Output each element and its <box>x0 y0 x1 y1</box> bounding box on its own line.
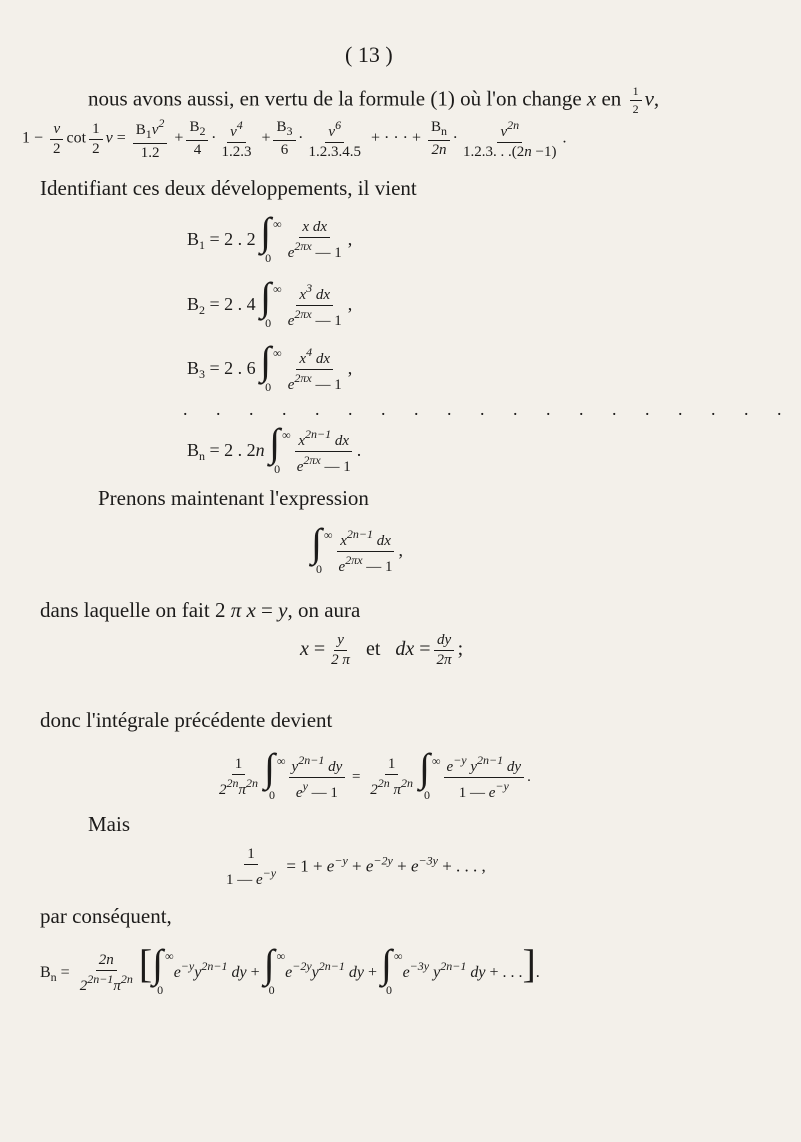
equation-substitution: x = $\frac{y}{2 \pi}$ et dx = $\frac{dy}{2\pi}$ ; <box>300 632 464 668</box>
equation-cot-expansion: 1 − $\frac{v}{2}$ cot $\frac{1}{2}$ v = $\frac{B_1v^2}{1.2}$ + $\frac{B_2}{4}$ · $\frac{v^4}{1.2.3}$ + $\frac{B_3}{6}$ · $\frac{v^6}{1.2.3.4.5}$ + · · · + $\frac{B_n}{2n}$ · $\frac{v^{2n}}{1.2.3. . .(2n -1)}$ . <box>22 116 567 161</box>
paragraph-3: Prenons maintenant l'expression <box>98 486 369 510</box>
equation-bn: $B_n = 2$ . 2n ∫ ∞ 0 $\frac{x^{2n-1} dx}{e^{2\pi x} — 1}$ . <box>187 420 362 476</box>
paragraph-1: nous avons aussi, en vertu de la formule (1) où l'on change x en $\frac{1}{2}$ v, <box>88 84 660 116</box>
equation-b1: $B_1 = 2$ . 2 ∫ ∞ 0 $\frac{\text{x dx}}{e^{2\pi x} — 1}$ , <box>187 209 353 265</box>
equation-b2: $B_2 = 2$ . 4 ∫ ∞ 0 $\frac{x^3 dx}{e^{2\pi x} — 1}$ , <box>187 274 353 330</box>
page-number: ( 13 ) <box>345 42 393 67</box>
paragraph-5: donc l'intégrale précédente devient <box>40 708 333 732</box>
equation-integral-transform: $\frac{1}{2^{2n}\pi^{2n}}$ ∫ ∞ 0 $\frac{y^{2n-1} dy}{e^y — 1}$ = $\frac{1}{2^{2n} \pi^{2n}}$ ∫ ∞ 0 $\frac{e^{-y} y^{2n-1} dy}{1 — e^{-y}}$ . <box>219 745 531 802</box>
paragraph-7: par conséquent, <box>40 904 172 928</box>
equation-b3: $B_3 = 2$ . 6 ∫ ∞ 0 $\frac{x^4 dx}{e^{2\pi x} — 1}$ , <box>187 338 353 394</box>
equation-final: $B_n$ = $\frac{2n}{2^{2n-1}\pi^{2n}}$ [∫ ∞ 0 $e^{-y}y^{2n-1}$ dy + ∫ ∞ 0 $e^{-2y}y^{2n-1}$ dy + ∫ ∞ 0 $e^{-3y}$ $y^{2n-1}$ dy + . . .]. <box>40 941 540 998</box>
equation-series: $\frac{1}{1 — e^{-y}}$ = $1 + e^{-y} + e^{-2y} + e^{-3y}$ + . . . , <box>226 846 486 888</box>
equation-expression: ∫ ∞ 0 $\frac{x^{2n-1} dx}{e^{2\pi x} — 1}$ , <box>311 520 404 576</box>
paragraph-2: Identifiant ces deux développements, il vient <box>40 176 417 200</box>
paragraph-6: Mais <box>88 812 130 836</box>
paragraph-4: dans laquelle on fait 2 π x = y, on aura <box>40 598 361 622</box>
ellipsis-row: . . . . . . . . . . . . . . . . . . . <box>183 399 794 419</box>
